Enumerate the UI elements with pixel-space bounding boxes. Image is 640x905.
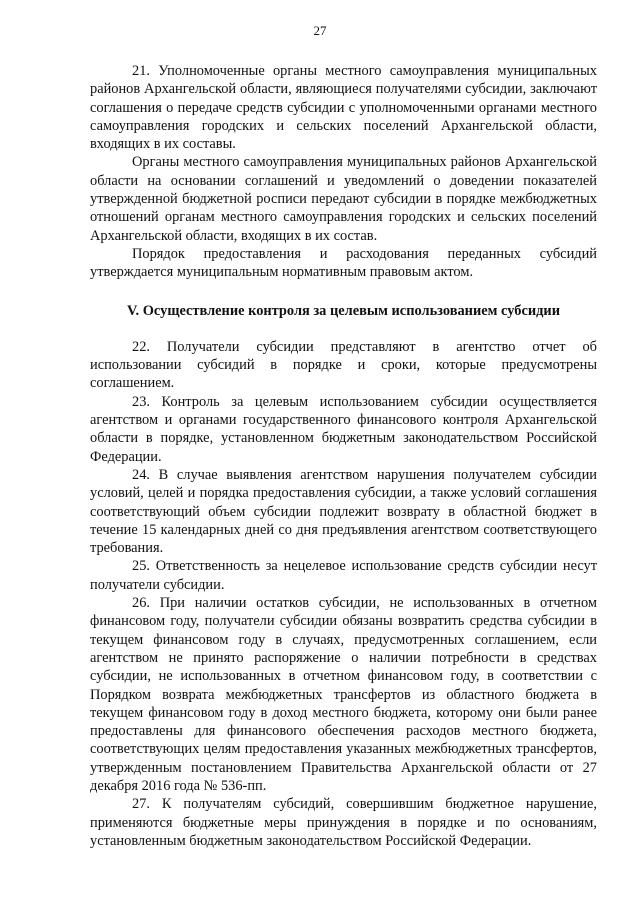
section-heading: V. Осуществление контроля за целевым использованием субсидии <box>127 302 560 319</box>
paragraph-24: 24. В случае выявления агентством нарушения получателем субсидии условий, целей и порядка предоставления субсидии, а также условий соглашения соответствующий объем субсидии подлежит возврату в областной бюджет в течение 15 календарных дней со дня предъявления агентством соответствующего требования. <box>90 466 597 557</box>
paragraph-25: 25. Ответственность за нецелевое использование средств субсидии несут получатели субсидии. <box>90 558 597 593</box>
paragraph-21-procedure: Порядок предоставления и расходования переданных субсидий утверждается муниципальным нормативным правовым актом. <box>90 245 597 281</box>
paragraph-23: 23. Контроль за целевым использованием субсидии осуществляется агентством и органами государственного финансового контроля Архангельской области в порядке, установленном бюджетным законодательством Российской Федерации. <box>90 393 597 465</box>
paragraph-26: 26. При наличии остатков субсидии, не использованных в отчетном финансовом году, получатели субсидии обязаны возвратить средства субсидии в текущем финансовом году в случаях, предусмотренных соглашением, если агентством не принято распоряжение о наличии потребности в средствах субсидии, не использованных в отчетном финансовом году, в соответствии с Порядком возврата межбюджетных трансфертов из областного бюджета в текущем финансовом году в доход местного бюджета, которому они были ранее предоставлены для финансового обеспечения расходов местного бюджета, соответствующих целям предоставления указанных межбюджетных трансфертов, утвержденным постановлением Правительства Архангельской области от 27 декабря 2016 года № 536-пп. <box>90 595 597 794</box>
page-number: 27 <box>313 23 327 38</box>
paragraph-22: 22. Получатели субсидии представляют в агентство отчет об использовании субсидий в порядке и сроки, которые предусмотрены соглашением. <box>90 338 597 392</box>
document-body <box>90 62 597 850</box>
paragraph-21: 21. Уполномоченные органы местного самоуправления муниципальных районов Архангельской области, являющиеся получателями субсидии, заключают соглашения о передаче средств субсидии с уполномоченными органами местного самоуправления городских и сельских поселений Архангельской области, входящих в их составы. <box>90 63 597 153</box>
paragraph-27: 27. К получателям субсидий, совершившим бюджетное нарушение, применяются бюджетные меры принуждения в порядке и по основаниям, установленным бюджетным законодательством Российской Федерации. <box>90 796 597 849</box>
paragraph-21-continued: Органы местного самоуправления муниципальных районов Архангельской области на основании соглашений и уведомлений о доведении показателей утвержденной бюджетной росписи передают субсидии в порядке межбюджетных отношений органам местного самоуправления городских и сельских поселений Архангельской области, входящих в их состав. <box>90 154 597 244</box>
